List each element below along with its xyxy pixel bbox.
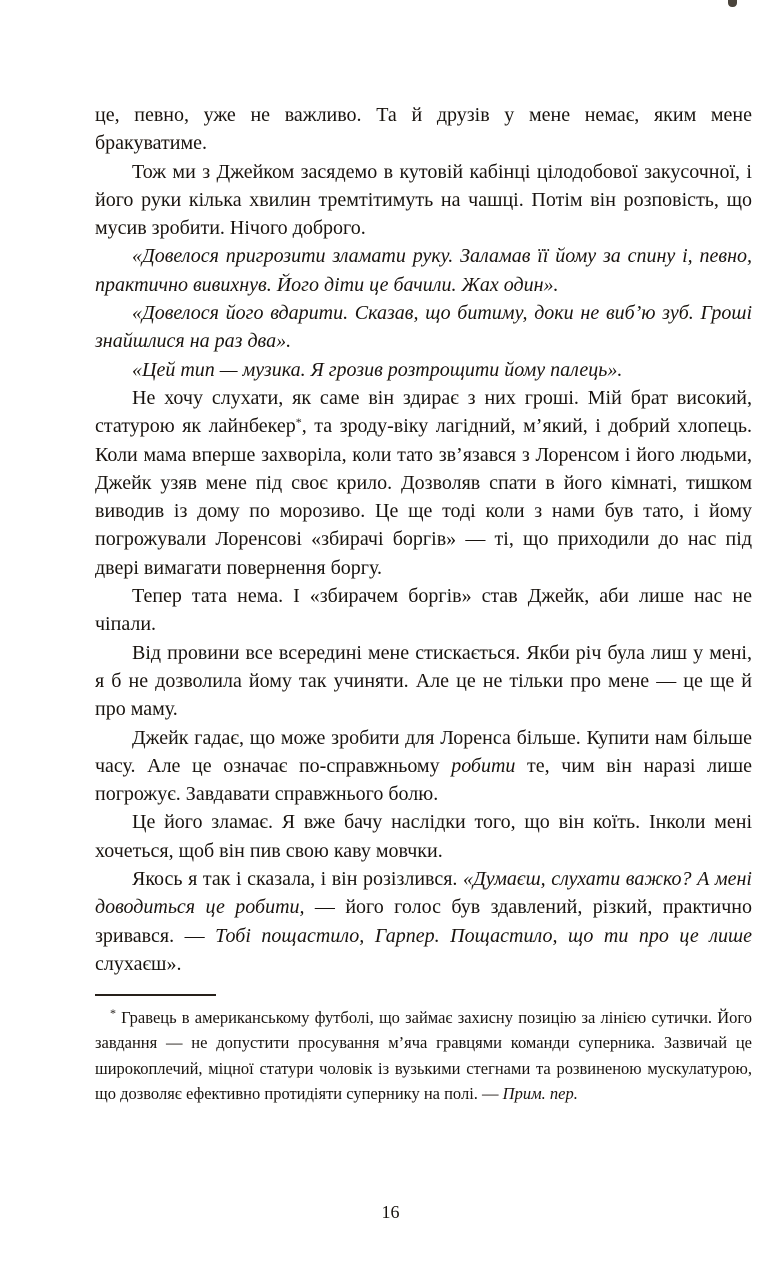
text-run: Якось я так і сказала, і він розізлився. [132, 868, 463, 891]
text-run: «Довелося пригрозити зламати руку. Заламав її йому за спину і, певно, практично вивихнув. Його діти це бачили. Жах один». [95, 245, 752, 296]
text-run: Від провини все всередині мене стискається. Якби річ була лиш у мені, я б не дозволила йому так учиняти. Але це не тільки про мене — це ще й про маму. [95, 641, 752, 721]
text-run: Джейк гадає, що може зробити для Лоренса більше. Купити нам більше часу. Але це означає по-справжньому [95, 726, 752, 777]
scan-artifact [728, 0, 737, 7]
text-run: це, певно, уже не важливо. Та й друзів у мене немає, яким мене бракуватиме. [95, 104, 752, 155]
body-text [95, 101, 752, 978]
page-number: 16 [381, 1202, 400, 1222]
footnote-marker: * [295, 415, 302, 430]
text-run: робити [451, 754, 516, 777]
text-run: слухаєш». [95, 952, 182, 975]
paragraph [95, 356, 752, 384]
text-run: Це його зламає. Я вже бачу наслідки того, що він коїть. Інколи мені хочеться, щоб він пив свою каву мовчки. [95, 811, 752, 862]
text-run: «Думаєш, слухати важко? А мені доводиться це робити, [95, 868, 752, 919]
footnote-marker: * [110, 1006, 116, 1021]
paragraph [95, 158, 752, 243]
text-run: Прим. пер. [502, 1083, 578, 1103]
paragraph [95, 242, 752, 299]
text-run: Тож ми з Джейком засядемо в кутовій кабінці цілодобової закусочної, і його руки кілька хвилин тремтітимуть на чашці. Потім він розповість, що мусив зробити. Нічого доброго. [95, 160, 752, 240]
text-run: , та зроду-віку лагідний, м’який, і добрий хлопець. Коли мама вперше захворіла, коли тато зв’язався з Лоренсом і його людьми, Джейк узяв мене під своє крило. Дозволяв спати в його кімнаті, тишком виводив із дому по морозиво. Це ще тоді коли з нами був тато, і йому погрожували Лоренсові «збирачі боргів» — ті, що приходили до нас під двері вимагати повернення боргу. [95, 415, 753, 579]
paragraph [95, 865, 752, 978]
page-content [95, 101, 752, 1106]
paragraph [95, 299, 752, 356]
text-run: — його голос був здавлений, різкий, практично зривався. — [95, 896, 752, 947]
text-run: Тобі пощастило, Гарпер. Пощастило, що ти про це лише [215, 924, 752, 947]
paragraph [95, 639, 752, 724]
paragraph [95, 101, 752, 158]
paragraph [95, 384, 752, 582]
text-run: те, чим він наразі лише погрожує. Завдавати справжнього болю. [95, 754, 752, 806]
text-run: Гравець в американському футболі, що займає захисну позицію за лінією сутички. Його завдання — не допустити просування м’яча гравцями команди суперника. Зазвичай це широкоплечий, міцної статури чоловік із вузькими стегнами та розвиненою мускулатурою, що дозволяє ефективно протидіяти супернику на полі. — [95, 1008, 752, 1103]
paragraph [95, 724, 752, 809]
text-run: «Довелося його вдарити. Сказав, що битиму, доки не виб’ю зуб. Гроші знайшлися на раз два». [95, 302, 752, 353]
text-run: Не хочу слухати, як саме він здирає з них гроші. Мій брат високий, статурою як лайнбекер [95, 386, 752, 438]
footnote [95, 1005, 752, 1106]
paragraph [95, 582, 752, 639]
text-run: Тепер тата нема. І «збирачем боргів» став Джейк, аби лише нас не чіпали. [95, 585, 752, 636]
paragraph [95, 808, 752, 865]
footnote-divider [95, 994, 216, 996]
text-run: «Цей тип — музика. Я грозив розтрощити йому палець». [132, 358, 623, 381]
